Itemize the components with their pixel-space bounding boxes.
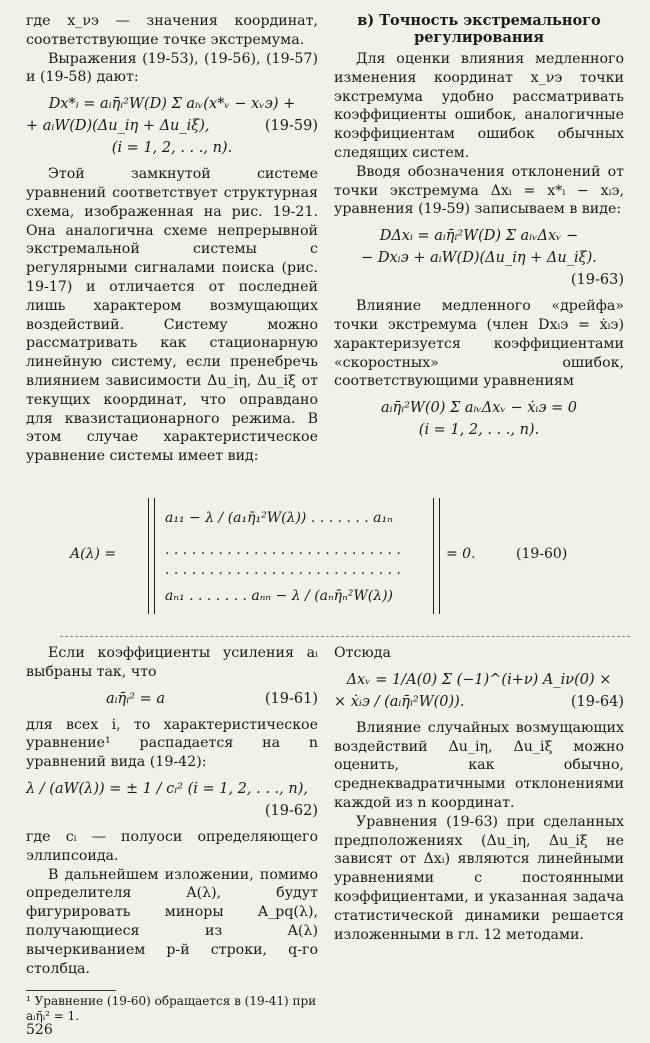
paragraph: Выражения (19-53), (19-56), (19-57) и (19-58) дают: xyxy=(26,50,318,86)
footnote: ¹ Уравнение (19-60) обращается в (19-41) при aᵢη̄ᵢ² = 1. xyxy=(26,994,317,1023)
paragraph: Влияние медленного «дрейфа» точки экстремума (член Dxᵢэ = ẋᵢэ) характеризуется коэффициентами «скоростных» ошибок, соответствующими уравнениям xyxy=(334,298,624,390)
equation-speed-errors xyxy=(334,397,624,441)
right-column-bottom xyxy=(334,644,624,944)
paragraph: Влияние случайных возмущающих воздействий Δu_iη, Δu_iξ можно оценить, как обычно, среднеквадратичными отклонениями каждой из n координат. xyxy=(334,719,624,811)
paragraph: где cᵢ — полуоси определяющего эллипсоида. xyxy=(26,828,318,864)
left-column-top xyxy=(26,12,318,466)
section-heading: в) Точность экстремального регулирования xyxy=(357,12,601,46)
equation-19-59 xyxy=(26,93,318,159)
determinant-lhs: A(λ) = xyxy=(70,546,117,562)
paragraph: В дальнейшем изложении, помимо определителя A(λ), будут фигурировать миноры A_pq(λ), получающиеся из A(λ) вычеркиванием p-й строки, q-го столбца. xyxy=(26,866,318,977)
equation-19-64 xyxy=(334,669,624,713)
footnote-rule xyxy=(26,990,116,991)
paragraph: Для оценки влияния медленного изменения координат x_νэ точки экстремума удобно рассматривать коэффициенты ошибок, аналогичные коэффициентам ошибок обычных следящих систем. xyxy=(334,51,624,161)
equation-condition: (i = 1, 2, . . ., n). xyxy=(111,140,233,157)
equation-line: aᵢη̄ᵢ² = a xyxy=(106,690,165,707)
page-number: 526 xyxy=(26,1022,53,1038)
determinant-matrix xyxy=(154,498,434,614)
equation-19-62 xyxy=(26,778,318,822)
equation-line: Dx*ᵢ = aᵢη̄ᵢ²W(D) Σ aᵢᵥ(x*ᵥ − xᵥэ) + xyxy=(48,96,296,113)
equation-number: (19-63) xyxy=(570,272,624,289)
paragraph: Если коэффициенты усиления aᵢ выбраны так, что xyxy=(26,645,318,680)
matrix-row: a₁₁ − λ / (a₁η̄₁²W(λ)) . . . . . . . a₁ₙ xyxy=(165,510,393,526)
equation-number: (19-60) xyxy=(516,546,568,562)
equation-line: aᵢη̄ᵢ²W(0) Σ aᵢᵥΔxᵥ − ẋᵢэ = 0 xyxy=(380,400,578,417)
equation-number: (19-64) xyxy=(570,693,624,710)
right-column-top xyxy=(334,12,624,447)
paragraph: Вводя обозначения отклонений от точки экстремума Δxᵢ = x*ᵢ − xᵢэ, уравнения (19-59) записываем в виде: xyxy=(334,163,624,218)
equation-line: × ẋᵢэ / (aᵢη̄ᵢ²W(0)). xyxy=(334,693,465,710)
paragraph: где x_νэ — значения координат, соответствующие точке экстремума. xyxy=(26,13,318,48)
matrix-row: . . . . . . . . . . . . . . . . . . . . . . . . . . . xyxy=(165,542,401,558)
equation-19-63 xyxy=(334,225,624,291)
equation-condition: (i = 1, 2, . . ., n). xyxy=(418,422,540,439)
equation-line: + aᵢW(D)(Δu_iη + Δu_iξ), xyxy=(26,118,210,135)
paragraph: Отсюда xyxy=(334,645,391,661)
equation-number: (19-59) xyxy=(264,118,318,135)
equation-line: − Dxᵢэ + aᵢW(D)(Δu_iη + Δu_iξ). xyxy=(361,250,597,267)
left-column-bottom xyxy=(26,644,318,978)
matrix-row: . . . . . . . . . . . . . . . . . . . . . . . . . . . xyxy=(165,562,401,578)
equation-line: DΔxᵢ = aᵢη̄ᵢ²W(D) Σ aᵢᵥΔxᵥ − xyxy=(379,228,579,245)
divider xyxy=(60,636,630,637)
paragraph: Уравнения (19-63) при сделанных предположениях (Δu_iη, Δu_iξ не зависят от Δxᵢ) являются линейными уравнениями с постоянными коэффициентами, и указанная задача статистической динамики решается изложенными в гл. 12 методами. xyxy=(334,813,624,943)
paragraph: для всех i, то характеристическое уравнение¹ распадается на n уравнений вида (19-42): xyxy=(26,716,318,771)
equation-number: (19-61) xyxy=(264,690,318,707)
paragraph: Этой замкнутой системе уравнений соответствует структурная схема, изображенная на рис. 19-21. Она аналогична схеме непрерывной экстремальной системы с регулярными сигналами поиска (рис. 19-17) и отличается от последней лишь характером возмущающих воздействий. Систему можно рассматривать как стационарную линейную систему, если пренебречь влиянием зависимости Δu_iη, Δu_iξ от текущих координат, что оправдано для квазистационарного режима. В этом случае характеристическое уравнение системы имеет вид: xyxy=(26,166,318,465)
equation-line: λ / (aW(λ)) = ± 1 / cᵢ² (i = 1, 2, . . ., n), xyxy=(26,780,308,797)
determinant-rhs: = 0. xyxy=(446,546,476,562)
equation-line: Δxᵥ = 1/A(0) Σ (−1)^(i+ν) A_iν(0) × xyxy=(346,671,612,688)
equation-number: (19-62) xyxy=(264,802,318,819)
equation-19-61 xyxy=(26,688,318,710)
determinant-equation xyxy=(70,490,630,635)
matrix-row: aₙ₁ . . . . . . . aₙₙ − λ / (aₙη̄ₙ²W(λ)) xyxy=(165,588,394,604)
